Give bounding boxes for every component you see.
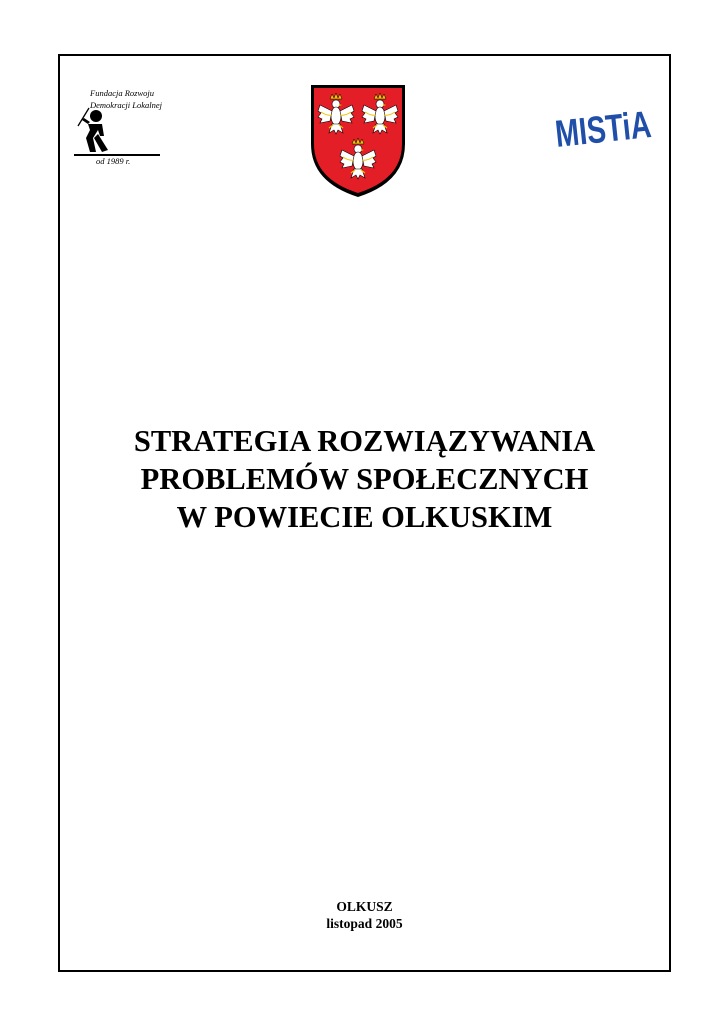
coat-of-arms-icon — [308, 82, 408, 200]
document-title — [60, 422, 669, 536]
frdl-logo — [74, 84, 164, 168]
frdl-since: od 1989 r. — [96, 156, 131, 166]
title-line-1: STRATEGIA ROZWIĄZYWANIA — [133, 424, 596, 458]
footer-date: listopad 2005 — [326, 916, 403, 931]
title-line-2: PROBLEMÓW SPOŁECZNYCH — [140, 462, 589, 496]
document-footer — [60, 898, 669, 932]
title-line-3: W POWIECIE OLKUSKIM — [176, 500, 553, 534]
footer-place: OLKUSZ — [336, 899, 393, 914]
frdl-name-line1: Fundacja Rozwoju — [90, 88, 154, 98]
mistia-logo-text: MISTiA — [553, 100, 686, 156]
frdl-logo-icon — [74, 104, 118, 156]
frdl-name-line2: Demokracji Lokalnej — [90, 100, 162, 110]
mistia-logo-icon — [551, 88, 686, 168]
